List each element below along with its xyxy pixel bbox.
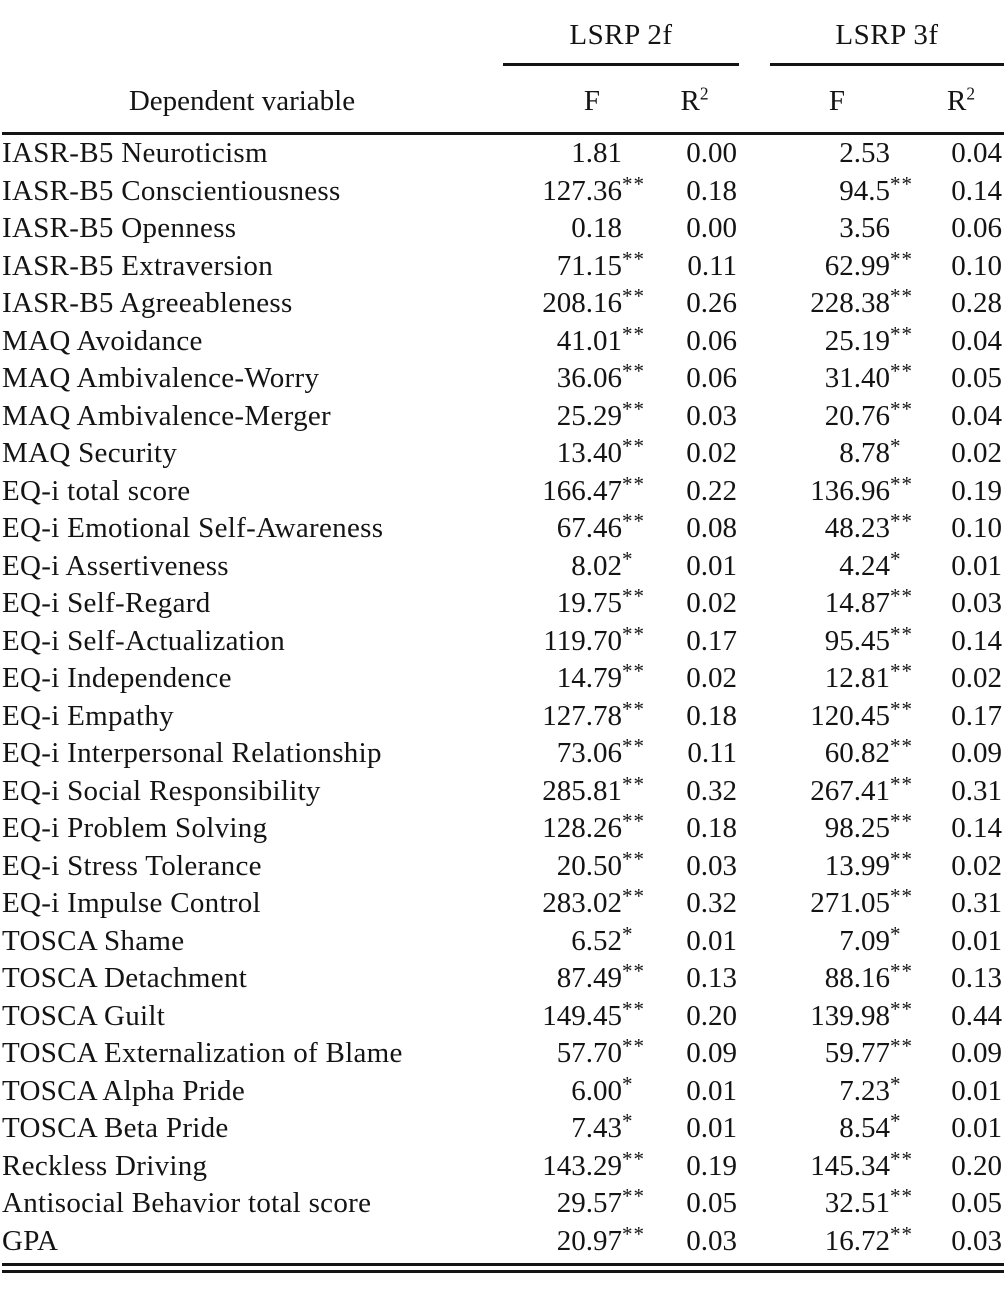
dependent-variable-cell: EQ-i Interpersonal Relationship [2, 737, 382, 769]
f-significance-3f: ** [890, 1221, 913, 1246]
dependent-variable-cell: EQ-i total score [2, 474, 191, 507]
table-row [2, 773, 1004, 811]
f-significance-2f [622, 128, 650, 166]
f-significance-3f: ** [890, 321, 913, 346]
f-value-cell-2f: 119.70 [543, 624, 622, 657]
dependent-variable-cell: GPA [2, 1224, 59, 1257]
f-value-cell-2f: 127.78 [542, 699, 622, 732]
f-significance-2f: ** [622, 696, 645, 721]
table-row [2, 885, 1004, 923]
f-significance-3f: * [890, 921, 902, 946]
f-significance-3f: * [890, 1109, 902, 1133]
r2-value-cell-2f: 0.03 [686, 849, 737, 882]
r2-value-cell-3f: 0.19 [951, 474, 1002, 507]
f-significance-2f: ** [622, 621, 645, 646]
r-squared-base: R [680, 85, 700, 117]
table-row [2, 323, 1004, 361]
f-significance-3f: ** [890, 471, 913, 496]
f-significance-3f: ** [890, 959, 913, 983]
f-value-cell-2f: 128.26 [542, 812, 622, 844]
dependent-variable-cell: EQ-i Self-Regard [2, 587, 211, 619]
f-significance-2f: ** [622, 321, 645, 346]
f-value-cell-2f: 1.81 [571, 137, 622, 169]
dependent-variable-cell: TOSCA Beta Pride [2, 1112, 229, 1144]
f-significance-3f: ** [890, 246, 913, 271]
r2-value-cell-3f: 0.13 [951, 962, 1002, 994]
f-significance-3f: * [890, 434, 902, 458]
f-value-cell-3f: 13.99 [824, 849, 890, 882]
r2-value-cell-3f: 0.02 [951, 662, 1002, 694]
table-row [2, 923, 1004, 961]
f-significance-3f: ** [890, 359, 913, 383]
table-row [2, 998, 1004, 1036]
table-row [2, 435, 1004, 473]
header-spacer [622, 72, 650, 130]
r2-value-cell-2f: 0.11 [687, 249, 737, 282]
f-value-cell-3f: 14.87 [824, 587, 890, 619]
f-significance-3f: ** [890, 884, 913, 908]
f-value-cell-3f: 62.99 [824, 249, 890, 282]
r2-value-cell-2f: 0.19 [686, 1149, 737, 1182]
table-row [2, 735, 1004, 773]
f-significance-2f: ** [622, 884, 645, 908]
r-squared-exponent: 2 [699, 83, 709, 104]
r2-value-cell-3f: 0.31 [951, 887, 1002, 919]
r2-value-cell-2f: 0.01 [686, 1112, 737, 1144]
f-value-cell-2f: 36.06 [556, 362, 622, 394]
f-significance-3f: * [890, 546, 902, 571]
table-row [2, 210, 1004, 248]
f-value-cell-3f: 267.41 [810, 774, 890, 807]
r2-value-cell-3f: 0.14 [951, 624, 1002, 657]
f-significance-2f: * [622, 546, 634, 571]
f-significance-3f: ** [890, 1034, 913, 1058]
r2-value-cell-3f: 0.05 [951, 362, 1002, 394]
f-significance-2f: ** [622, 471, 645, 496]
table-row [2, 810, 1004, 848]
r2-value-cell-3f: 0.01 [951, 1112, 1002, 1144]
f-value-cell-2f: 25.29 [556, 399, 622, 432]
f-value-cell-3f: 8.54 [839, 1112, 890, 1144]
f-value-cell-2f: 285.81 [542, 774, 622, 807]
r2-value-cell-2f: 0.26 [686, 287, 737, 319]
r2-value-cell-2f: 0.13 [686, 962, 737, 994]
f-value-cell-2f: 57.70 [556, 1037, 622, 1069]
f-significance-3f [890, 203, 918, 241]
dependent-variable-cell: TOSCA Alpha Pride [2, 1074, 246, 1107]
f-significance-2f [622, 203, 650, 241]
r2-value-cell-3f: 0.09 [951, 1037, 1002, 1069]
r2-value-cell-3f: 0.09 [951, 737, 1002, 769]
f-significance-2f: ** [622, 246, 645, 271]
f-value-cell-2f: 73.06 [556, 737, 622, 769]
header-r2-2f [650, 72, 739, 130]
f-significance-2f: ** [622, 171, 645, 196]
dependent-variable-cell: EQ-i Assertiveness [2, 549, 229, 582]
r2-value-cell-3f: 0.06 [951, 212, 1002, 244]
f-value-cell-3f: 7.23 [839, 1074, 890, 1107]
f-value-cell-3f: 16.72 [824, 1224, 890, 1257]
r2-value-cell-2f: 0.17 [686, 624, 737, 657]
f-value-cell-3f: 59.77 [824, 1037, 890, 1069]
f-significance-2f: ** [622, 959, 645, 983]
r2-value-cell-3f: 0.04 [951, 137, 1002, 169]
r2-value-cell-2f: 0.01 [686, 924, 737, 957]
f-significance-3f: ** [890, 696, 913, 721]
table-row [2, 248, 1004, 286]
header-dependent-variable: Dependent variable [128, 85, 356, 117]
table-group-header-row [2, 8, 1004, 72]
dependent-variable-cell: TOSCA Externalization of Blame [2, 1037, 403, 1069]
f-value-cell-3f: 32.51 [824, 1187, 890, 1219]
table-row [2, 135, 1004, 173]
dependent-variable-cell: Reckless Driving [2, 1149, 208, 1182]
f-value-cell-3f: 145.34 [810, 1149, 890, 1182]
f-significance-3f: ** [890, 396, 913, 421]
dependent-variable-cell: EQ-i Emotional Self-Awareness [2, 512, 384, 544]
table-row [2, 360, 1004, 398]
f-value-cell-2f: 283.02 [542, 887, 622, 919]
f-value-cell-3f: 7.09 [839, 924, 890, 957]
r2-value-cell-3f: 0.20 [951, 1149, 1002, 1182]
r2-value-cell-2f: 0.00 [686, 137, 737, 169]
r2-value-cell-2f: 0.03 [686, 399, 737, 432]
f-value-cell-3f: 94.5 [839, 174, 890, 207]
f-significance-2f: ** [622, 396, 645, 421]
f-value-cell-3f: 98.25 [824, 812, 890, 844]
f-value-cell-3f: 31.40 [824, 362, 890, 394]
r2-value-cell-3f: 0.10 [951, 249, 1002, 282]
f-value-cell-2f: 0.18 [571, 212, 622, 244]
f-significance-3f: ** [890, 809, 913, 833]
f-significance-2f: ** [622, 659, 645, 683]
f-significance-3f: ** [890, 621, 913, 646]
f-significance-2f: ** [622, 846, 645, 871]
dependent-variable-cell: IASR-B5 Agreeableness [2, 287, 293, 319]
table-row [2, 1223, 1004, 1261]
table-row [2, 585, 1004, 623]
f-significance-3f: ** [890, 846, 913, 871]
f-value-cell-2f: 29.57 [556, 1187, 622, 1219]
f-value-cell-2f: 20.97 [556, 1224, 622, 1257]
table-row [2, 173, 1004, 211]
f-value-cell-2f: 71.15 [556, 249, 622, 282]
dependent-variable-cell: MAQ Ambivalence-Merger [2, 399, 331, 432]
f-significance-3f: ** [890, 734, 913, 758]
r2-value-cell-2f: 0.05 [686, 1187, 737, 1219]
f-value-cell-3f: 120.45 [810, 699, 890, 732]
r2-value-cell-2f: 0.22 [686, 474, 737, 507]
r2-value-cell-2f: 0.02 [686, 437, 737, 469]
dependent-variable-cell: EQ-i Stress Tolerance [2, 849, 262, 882]
f-significance-3f: ** [890, 659, 913, 683]
f-significance-3f: * [890, 1071, 902, 1096]
f-value-cell-3f: 48.23 [824, 512, 890, 544]
r2-value-cell-3f: 0.14 [951, 812, 1002, 844]
f-value-cell-3f: 60.82 [824, 737, 890, 769]
header-f-3f: F [828, 85, 845, 117]
table-row [2, 623, 1004, 661]
r2-value-cell-2f: 0.18 [686, 699, 737, 732]
table-row [2, 960, 1004, 998]
table-row [2, 1110, 1004, 1148]
dependent-variable-cell: Antisocial Behavior total score [2, 1187, 372, 1219]
r2-value-cell-3f: 0.02 [951, 437, 1002, 469]
f-value-cell-3f: 12.81 [824, 662, 890, 694]
f-value-cell-2f: 20.50 [556, 849, 622, 882]
r2-value-cell-3f: 0.04 [951, 399, 1002, 432]
table-row [2, 848, 1004, 886]
table-row [2, 1035, 1004, 1073]
f-value-cell-2f: 67.46 [556, 512, 622, 544]
dependent-variable-cell: TOSCA Guilt [2, 999, 166, 1032]
group-header-lsrp-2f: LSRP 2f [503, 12, 739, 66]
f-significance-3f: ** [890, 284, 913, 308]
table-body [2, 135, 1004, 1260]
dependent-variable-cell: TOSCA Shame [2, 924, 185, 957]
dependent-variable-cell: EQ-i Problem Solving [2, 812, 268, 844]
r2-value-cell-3f: 0.31 [951, 774, 1002, 807]
f-value-cell-2f: 6.52 [571, 924, 622, 957]
f-value-cell-2f: 143.29 [542, 1149, 622, 1182]
table-column-header-row [2, 72, 1004, 130]
f-significance-2f: ** [622, 284, 645, 308]
header-f-2f: F [583, 85, 600, 117]
f-value-cell-2f: 127.36 [542, 174, 622, 207]
r2-value-cell-3f: 0.05 [951, 1187, 1002, 1219]
table-row [2, 548, 1004, 586]
r2-value-cell-2f: 0.32 [686, 774, 737, 807]
f-value-cell-2f: 13.40 [556, 437, 622, 469]
f-value-cell-2f: 208.16 [542, 287, 622, 319]
r2-value-cell-3f: 0.01 [951, 924, 1002, 957]
f-significance-2f: * [622, 921, 634, 946]
f-significance-2f: ** [622, 771, 645, 796]
r-squared-exponent: 2 [966, 83, 976, 104]
r2-value-cell-3f: 0.01 [951, 1074, 1002, 1107]
table-bottom-double-rule [2, 1263, 1004, 1273]
f-value-cell-2f: 149.45 [542, 999, 622, 1032]
f-significance-2f: * [622, 1071, 634, 1096]
f-value-cell-3f: 88.16 [824, 962, 890, 994]
dependent-variable-cell: MAQ Security [2, 437, 178, 469]
f-value-cell-3f: 95.45 [824, 624, 890, 657]
r2-value-cell-3f: 0.17 [951, 699, 1002, 732]
r2-value-cell-2f: 0.06 [686, 324, 737, 357]
f-value-cell-2f: 6.00 [571, 1074, 622, 1107]
table-row [2, 510, 1004, 548]
r2-value-cell-2f: 0.03 [686, 1224, 737, 1257]
f-significance-3f: ** [890, 584, 913, 608]
r2-value-cell-2f: 0.02 [686, 662, 737, 694]
f-value-cell-3f: 136.96 [810, 474, 890, 507]
table-row [2, 398, 1004, 436]
f-value-cell-3f: 25.19 [824, 324, 890, 357]
f-value-cell-2f: 166.47 [542, 474, 622, 507]
r2-value-cell-3f: 0.02 [951, 849, 1002, 882]
r2-value-cell-2f: 0.20 [686, 999, 737, 1032]
dependent-variable-cell: MAQ Ambivalence-Worry [2, 362, 320, 394]
dependent-variable-cell: EQ-i Impulse Control [2, 887, 261, 919]
r2-value-cell-2f: 0.02 [686, 587, 737, 619]
table-row [2, 698, 1004, 736]
dependent-variable-cell: EQ-i Independence [2, 662, 232, 694]
f-significance-3f [890, 128, 918, 166]
table-row [2, 1148, 1004, 1186]
dependent-variable-cell: MAQ Avoidance [2, 324, 203, 357]
r2-value-cell-2f: 0.18 [686, 174, 737, 207]
f-value-cell-3f: 271.05 [810, 887, 890, 919]
r2-value-cell-3f: 0.28 [951, 287, 1002, 319]
f-significance-3f: ** [890, 1146, 913, 1171]
table-row [2, 1185, 1004, 1223]
r2-value-cell-3f: 0.14 [951, 174, 1002, 207]
dependent-variable-cell: EQ-i Self-Actualization [2, 624, 286, 657]
r2-value-cell-2f: 0.08 [686, 512, 737, 544]
f-value-cell-2f: 41.01 [556, 324, 622, 357]
f-value-cell-2f: 8.02 [571, 549, 622, 582]
f-significance-2f: ** [622, 734, 645, 758]
f-significance-2f: ** [622, 509, 645, 533]
r2-value-cell-2f: 0.18 [686, 812, 737, 844]
f-significance-2f: ** [622, 359, 645, 383]
f-value-cell-3f: 3.56 [839, 212, 890, 244]
f-significance-2f: * [622, 1109, 634, 1133]
table-row [2, 1073, 1004, 1111]
f-value-cell-2f: 7.43 [571, 1112, 622, 1144]
table-row [2, 285, 1004, 323]
r2-value-cell-3f: 0.01 [951, 549, 1002, 582]
dependent-variable-cell: IASR-B5 Conscientiousness [2, 174, 341, 207]
r-squared-base: R [946, 85, 967, 117]
r2-value-cell-3f: 0.44 [951, 999, 1002, 1032]
f-value-cell-3f: 2.53 [839, 137, 890, 169]
r2-value-cell-2f: 0.01 [686, 1074, 737, 1107]
r2-value-cell-2f: 0.01 [686, 549, 737, 582]
f-significance-2f: ** [622, 1034, 645, 1058]
r2-value-cell-3f: 0.03 [951, 1224, 1002, 1257]
dependent-variable-cell: EQ-i Empathy [2, 699, 174, 732]
r2-value-cell-2f: 0.06 [686, 362, 737, 394]
f-value-cell-3f: 4.24 [839, 549, 890, 582]
f-value-cell-3f: 228.38 [810, 287, 890, 319]
r2-value-cell-2f: 0.09 [686, 1037, 737, 1069]
f-value-cell-2f: 14.79 [556, 662, 622, 694]
f-significance-2f: ** [622, 434, 645, 458]
header-spacer [890, 72, 918, 130]
group-header-lsrp-3f: LSRP 3f [770, 12, 1004, 66]
r2-value-cell-2f: 0.32 [686, 887, 737, 919]
dependent-variable-cell: EQ-i Social Responsibility [2, 774, 321, 807]
r2-value-cell-2f: 0.11 [687, 737, 737, 769]
table-row [2, 473, 1004, 511]
f-significance-3f: ** [890, 171, 913, 196]
f-value-cell-3f: 139.98 [810, 999, 890, 1032]
f-significance-3f: ** [890, 1184, 913, 1208]
r2-value-cell-3f: 0.04 [951, 324, 1002, 357]
dependent-variable-cell: IASR-B5 Extraversion [2, 249, 273, 282]
header-r2-3f [918, 72, 1004, 130]
r2-value-cell-2f: 0.00 [686, 212, 737, 244]
f-significance-2f: ** [622, 1184, 645, 1208]
f-significance-2f: ** [622, 1146, 645, 1171]
f-significance-3f: ** [890, 509, 913, 533]
dependent-variable-cell: IASR-B5 Openness [2, 212, 237, 244]
r2-value-cell-3f: 0.03 [951, 587, 1002, 619]
f-significance-3f: ** [890, 771, 913, 796]
f-significance-2f: ** [622, 584, 645, 608]
r2-value-cell-3f: 0.10 [951, 512, 1002, 544]
f-significance-2f: ** [622, 1221, 645, 1246]
f-value-cell-2f: 19.75 [556, 587, 622, 619]
f-value-cell-3f: 8.78 [839, 437, 890, 469]
f-significance-2f: ** [622, 809, 645, 833]
dependent-variable-cell: TOSCA Detachment [2, 962, 248, 994]
f-significance-3f: ** [890, 996, 913, 1021]
f-value-cell-2f: 87.49 [556, 962, 622, 994]
table-row [2, 660, 1004, 698]
dependent-variable-cell: IASR-B5 Neuroticism [2, 137, 268, 169]
f-value-cell-3f: 20.76 [824, 399, 890, 432]
f-significance-2f: ** [622, 996, 645, 1021]
